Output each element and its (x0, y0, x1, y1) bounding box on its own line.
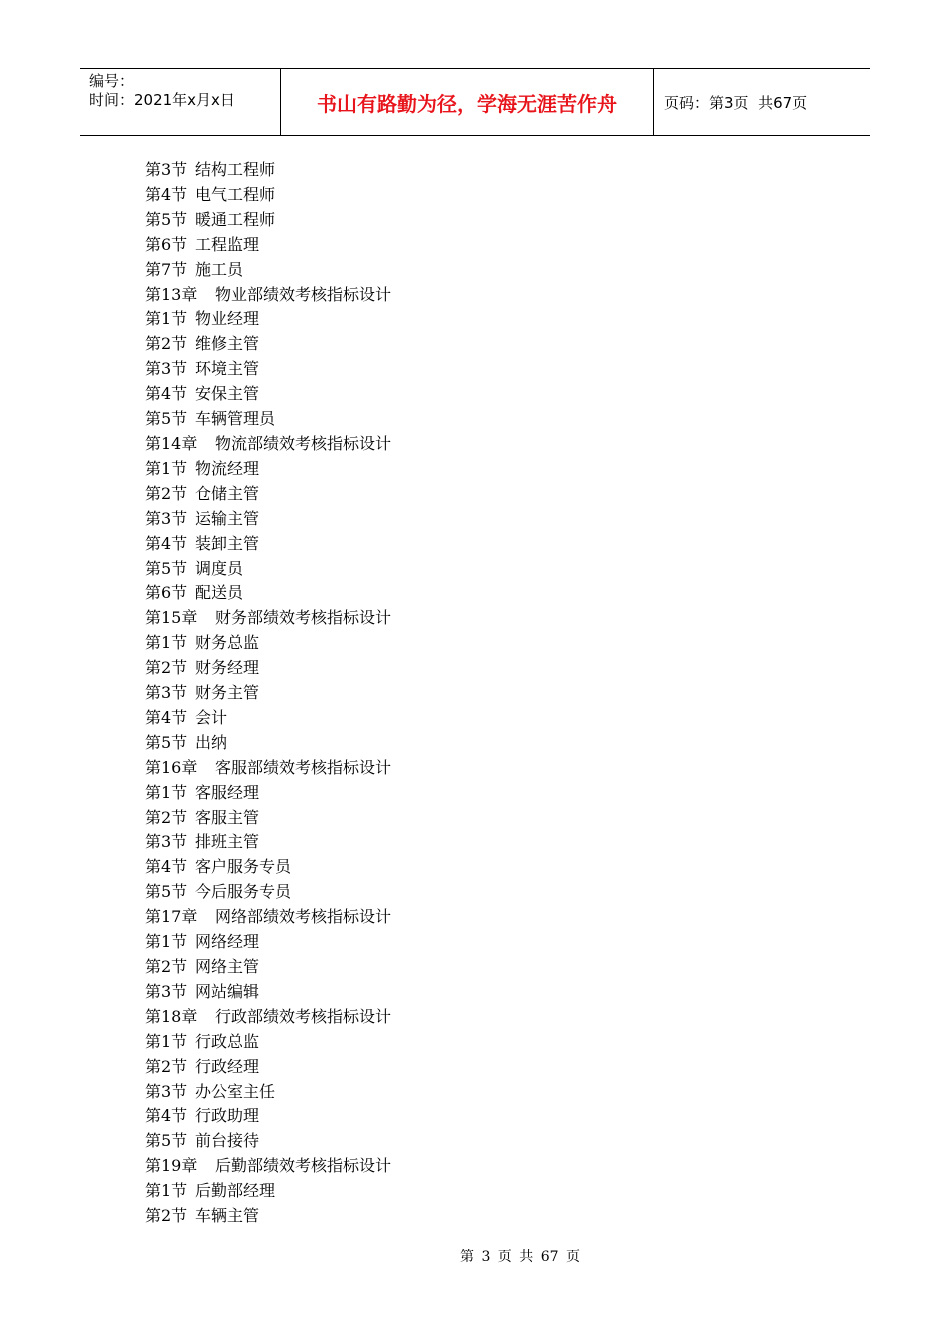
page-footer: 第 3 页 共 67 页 (460, 1249, 580, 1265)
toc-entry-title: 施工员 (195, 259, 244, 279)
toc-entry-number: 第1节 (145, 458, 188, 478)
toc-entry-number: 第3节 (145, 981, 188, 1001)
toc-entry-title: 网络主管 (195, 957, 260, 976)
toc-entry-number: 第14章 (145, 433, 198, 453)
toc-entry-number: 第16章 (145, 757, 198, 777)
toc-entry-title: 装卸主管 (195, 533, 260, 553)
toc-entry-number: 第1节 (145, 1181, 188, 1201)
toc-entry-number: 第3节 (145, 683, 188, 703)
toc-section-entry (145, 1129, 391, 1154)
toc-entry-title: 行政经理 (195, 1056, 260, 1076)
toc-entry-title: 财务总监 (195, 633, 260, 653)
toc-entry-title: 配送员 (195, 583, 244, 603)
toc-entry-title: 调度员 (195, 558, 244, 578)
toc-entry-number: 第2节 (145, 957, 188, 976)
toc-section-entry (145, 855, 391, 880)
toc-section-entry (145, 158, 391, 183)
toc-entry-number: 第2节 (145, 334, 188, 354)
toc-section-entry (145, 980, 391, 1005)
document-number-label: 编号： (89, 72, 135, 90)
toc-entry-title: 办公室主任 (195, 1081, 276, 1101)
toc-section-entry (145, 532, 391, 557)
toc-section-entry (145, 482, 391, 507)
toc-entry-number: 第19章 (145, 1156, 198, 1176)
toc-section-entry (145, 830, 391, 855)
toc-entry-number: 第5节 (145, 558, 188, 578)
toc-entry-number: 第5节 (145, 732, 188, 752)
toc-section-entry (145, 1204, 391, 1229)
toc-entry-title: 客服主管 (195, 807, 260, 827)
toc-entry-title: 暖通工程师 (195, 209, 276, 229)
toc-entry-number: 第2节 (145, 483, 188, 503)
toc-chapter-entry (145, 432, 391, 457)
toc-entry-title: 电气工程师 (195, 184, 276, 204)
toc-entry-title: 行政部绩效考核指标设计 (215, 1006, 392, 1026)
toc-entry-title: 运输主管 (195, 508, 260, 528)
toc-section-entry (145, 880, 391, 905)
toc-section-entry (145, 631, 391, 656)
toc-entry-number: 第17章 (145, 907, 198, 927)
toc-section-entry (145, 208, 391, 233)
toc-entry-title: 车辆管理员 (195, 409, 276, 429)
toc-entry-number: 第4节 (145, 184, 188, 204)
toc-section-entry (145, 1055, 391, 1080)
toc-entry-number: 第7节 (145, 259, 188, 279)
toc-entry-title: 后勤部经理 (195, 1181, 276, 1201)
toc-entry-title: 客服部绩效考核指标设计 (215, 757, 392, 777)
header-motto: 书山有路勤为径，学海无涯苦作舟 (281, 69, 654, 135)
toc-entry-number: 第13章 (145, 284, 198, 304)
toc-section-entry (145, 706, 391, 731)
toc-entry-title: 工程监理 (195, 234, 260, 254)
toc-entry-number: 第3节 (145, 1081, 188, 1101)
toc-chapter-entry (145, 606, 391, 631)
toc-entry-title: 客户服务专员 (195, 857, 292, 877)
toc-entry-number: 第4节 (145, 707, 188, 727)
toc-chapter-entry (145, 756, 391, 781)
toc-entry-title: 网络部绩效考核指标设计 (215, 907, 392, 927)
page-header (80, 68, 870, 136)
toc-entry-number: 第6节 (145, 234, 188, 254)
toc-entry-title: 物业经理 (195, 309, 260, 329)
toc-entry-number: 第4节 (145, 533, 188, 553)
toc-entry-number: 第3节 (145, 359, 188, 379)
toc-chapter-entry (145, 1154, 391, 1179)
table-of-contents (145, 158, 391, 1229)
toc-entry-title: 环境主管 (195, 359, 260, 379)
toc-section-entry (145, 382, 391, 407)
toc-entry-number: 第2节 (145, 658, 188, 678)
toc-entry-number: 第5节 (145, 1131, 188, 1151)
toc-entry-title: 结构工程师 (195, 160, 276, 179)
toc-entry-title: 排班主管 (195, 832, 260, 852)
toc-section-entry (145, 507, 391, 532)
toc-section-entry (145, 557, 391, 582)
toc-entry-title: 仓储主管 (195, 483, 260, 503)
toc-entry-title: 后勤部绩效考核指标设计 (215, 1156, 392, 1176)
toc-entry-number: 第1节 (145, 932, 188, 952)
toc-entry-number: 第5节 (145, 882, 188, 902)
toc-section-entry (145, 183, 391, 208)
toc-entry-title: 财务经理 (195, 658, 260, 678)
toc-section-entry (145, 681, 391, 706)
toc-entry-title: 出纳 (195, 732, 228, 752)
toc-section-entry (145, 806, 391, 831)
toc-section-entry (145, 357, 391, 382)
toc-entry-title: 物流部绩效考核指标设计 (215, 433, 392, 453)
toc-entry-title: 前台接待 (195, 1131, 260, 1151)
toc-entry-number: 第1节 (145, 309, 188, 329)
toc-entry-number: 第3节 (145, 832, 188, 852)
header-meta (80, 69, 281, 135)
document-time-label: 时间：2021年x月x日 (89, 91, 235, 109)
toc-section-entry (145, 258, 391, 283)
toc-section-entry (145, 581, 391, 606)
toc-section-entry (145, 930, 391, 955)
toc-section-entry (145, 955, 391, 980)
toc-entry-number: 第5节 (145, 409, 188, 429)
toc-entry-title: 安保主管 (195, 384, 260, 404)
toc-entry-number: 第18章 (145, 1006, 198, 1026)
toc-entry-title: 财务部绩效考核指标设计 (215, 608, 392, 628)
toc-entry-title: 物业部绩效考核指标设计 (215, 284, 392, 304)
toc-chapter-entry (145, 1005, 391, 1030)
header-page-info (654, 69, 870, 135)
toc-section-entry (145, 457, 391, 482)
toc-section-entry (145, 781, 391, 806)
header-page-info-text: 页码：第3页 共67页 (664, 93, 808, 112)
toc-section-entry (145, 332, 391, 357)
toc-section-entry (145, 1030, 391, 1055)
toc-entry-title: 会计 (195, 707, 228, 727)
toc-section-entry (145, 1080, 391, 1105)
toc-section-entry (145, 656, 391, 681)
toc-entry-number: 第4节 (145, 857, 188, 877)
toc-entry-number: 第1节 (145, 633, 188, 653)
toc-entry-number: 第2节 (145, 1056, 188, 1076)
toc-entry-title: 客服经理 (195, 782, 260, 802)
toc-entry-title: 物流经理 (195, 458, 260, 478)
toc-entry-number: 第4节 (145, 1106, 188, 1126)
toc-chapter-entry (145, 905, 391, 930)
toc-entry-title: 网站编辑 (195, 981, 260, 1001)
toc-entry-number: 第1节 (145, 782, 188, 802)
toc-entry-number: 第1节 (145, 1031, 188, 1051)
toc-section-entry (145, 307, 391, 332)
toc-entry-number: 第6节 (145, 583, 188, 603)
toc-entry-title: 今后服务专员 (195, 882, 292, 902)
toc-section-entry (145, 1104, 391, 1129)
toc-entry-number: 第2节 (145, 1206, 188, 1226)
toc-entry-title: 行政总监 (195, 1031, 260, 1051)
toc-entry-number: 第2节 (145, 807, 188, 827)
toc-entry-number: 第5节 (145, 209, 188, 229)
toc-section-entry (145, 1179, 391, 1204)
toc-entry-number: 第15章 (145, 608, 198, 628)
toc-entry-number: 第3节 (145, 160, 188, 179)
toc-entry-title: 网络经理 (195, 932, 260, 952)
toc-entry-title: 车辆主管 (195, 1206, 260, 1226)
toc-chapter-entry (145, 283, 391, 308)
toc-entry-title: 维修主管 (195, 334, 260, 354)
toc-section-entry (145, 407, 391, 432)
toc-entry-title: 财务主管 (195, 683, 260, 703)
toc-section-entry (145, 233, 391, 258)
toc-entry-title: 行政助理 (195, 1106, 260, 1126)
toc-section-entry (145, 731, 391, 756)
toc-entry-number: 第3节 (145, 508, 188, 528)
toc-entry-number: 第4节 (145, 384, 188, 404)
